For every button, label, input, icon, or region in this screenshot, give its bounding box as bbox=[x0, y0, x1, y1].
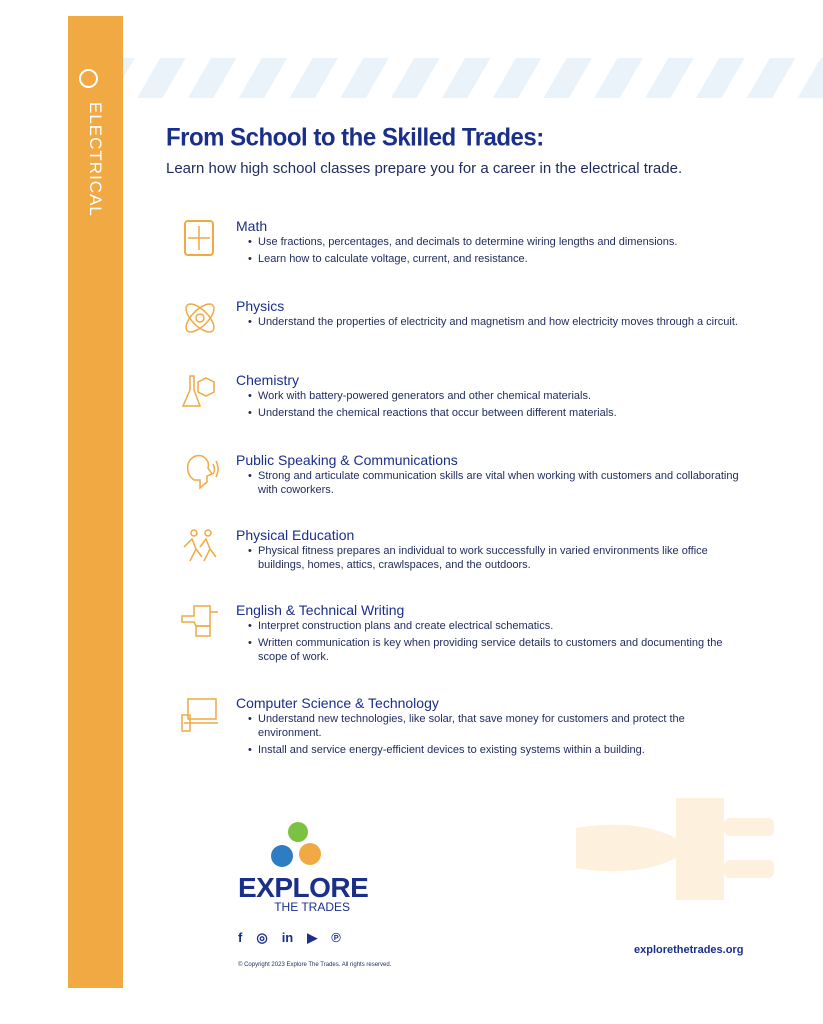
plug-watermark-icon bbox=[576, 798, 776, 900]
plug-icon bbox=[79, 69, 98, 88]
atom-icon bbox=[180, 298, 220, 338]
pinterest-icon[interactable]: ℗ bbox=[331, 930, 341, 945]
list-item: • Strong and articulate communication skills are vital when working with customers and collaborating with coworkers. bbox=[248, 469, 748, 497]
decorative-stripes bbox=[123, 58, 823, 98]
youtube-icon[interactable]: ▶ bbox=[307, 930, 318, 945]
sidebar-label: ELECTRICAL bbox=[86, 102, 105, 217]
list-item: • Physical fitness prepares an individual to work successfully in varied environments like office buildings, homes, attics, crawlspaces, and the outdoors. bbox=[248, 544, 748, 572]
speaking-head-icon bbox=[180, 452, 220, 492]
pointing-hand-icon bbox=[180, 602, 220, 642]
subject-name: Physical Education bbox=[236, 527, 355, 543]
list-item: • Work with battery-powered generators and other chemical materials. bbox=[248, 389, 748, 403]
subject-name: Physics bbox=[236, 298, 285, 314]
logo-subtitle: THE TRADES bbox=[274, 900, 350, 914]
copyright: © Copyright 2023 Explore The Trades. All rights reserved. bbox=[238, 962, 392, 968]
list-item: • Understand new technologies, like solar, that save money for customers and protect the environment. bbox=[248, 712, 748, 740]
page-title: From School to the Skilled Trades: bbox=[166, 123, 544, 152]
subject-name: Public Speaking & Communications bbox=[236, 452, 458, 468]
list-item: • Use fractions, percentages, and decimals to determine wiring lengths and dimensions. bbox=[248, 235, 748, 249]
list-item: • Learn how to calculate voltage, current, and resistance. bbox=[248, 252, 748, 266]
social-links bbox=[238, 930, 341, 946]
page-subtitle: Learn how high school classes prepare you for a career in the electrical trade. bbox=[166, 160, 683, 177]
subject-name: Chemistry bbox=[236, 372, 300, 388]
list-item: • Written communication is key when providing service details to customers and documenting the scope of work. bbox=[248, 636, 748, 664]
subject-name: Math bbox=[236, 218, 268, 234]
list-item: • Understand the chemical reactions that occur between different materials. bbox=[248, 406, 748, 420]
website-link[interactable]: explorethetrades.org bbox=[634, 944, 744, 956]
linkedin-icon[interactable]: in bbox=[281, 930, 294, 945]
sidebar bbox=[68, 16, 123, 988]
logo-word: EXPLORE bbox=[238, 872, 369, 903]
devices-icon bbox=[180, 695, 220, 735]
list-item: • Install and service energy-efficient devices to existing systems within a building. bbox=[248, 743, 748, 757]
subject-name: English & Technical Writing bbox=[236, 602, 405, 618]
facebook-icon[interactable]: f bbox=[238, 930, 243, 945]
calculator-icon bbox=[180, 218, 220, 258]
runners-icon bbox=[180, 527, 220, 567]
list-item: • Understand the properties of electricity and magnetism and how electricity moves through a circuit. bbox=[248, 315, 748, 329]
list-item: • Interpret construction plans and create electrical schematics. bbox=[248, 619, 748, 633]
subject-name: Computer Science & Technology bbox=[236, 695, 439, 711]
instagram-icon[interactable]: ◎ bbox=[256, 930, 268, 945]
flask-icon bbox=[180, 372, 220, 412]
explore-the-trades-logo bbox=[238, 820, 368, 915]
